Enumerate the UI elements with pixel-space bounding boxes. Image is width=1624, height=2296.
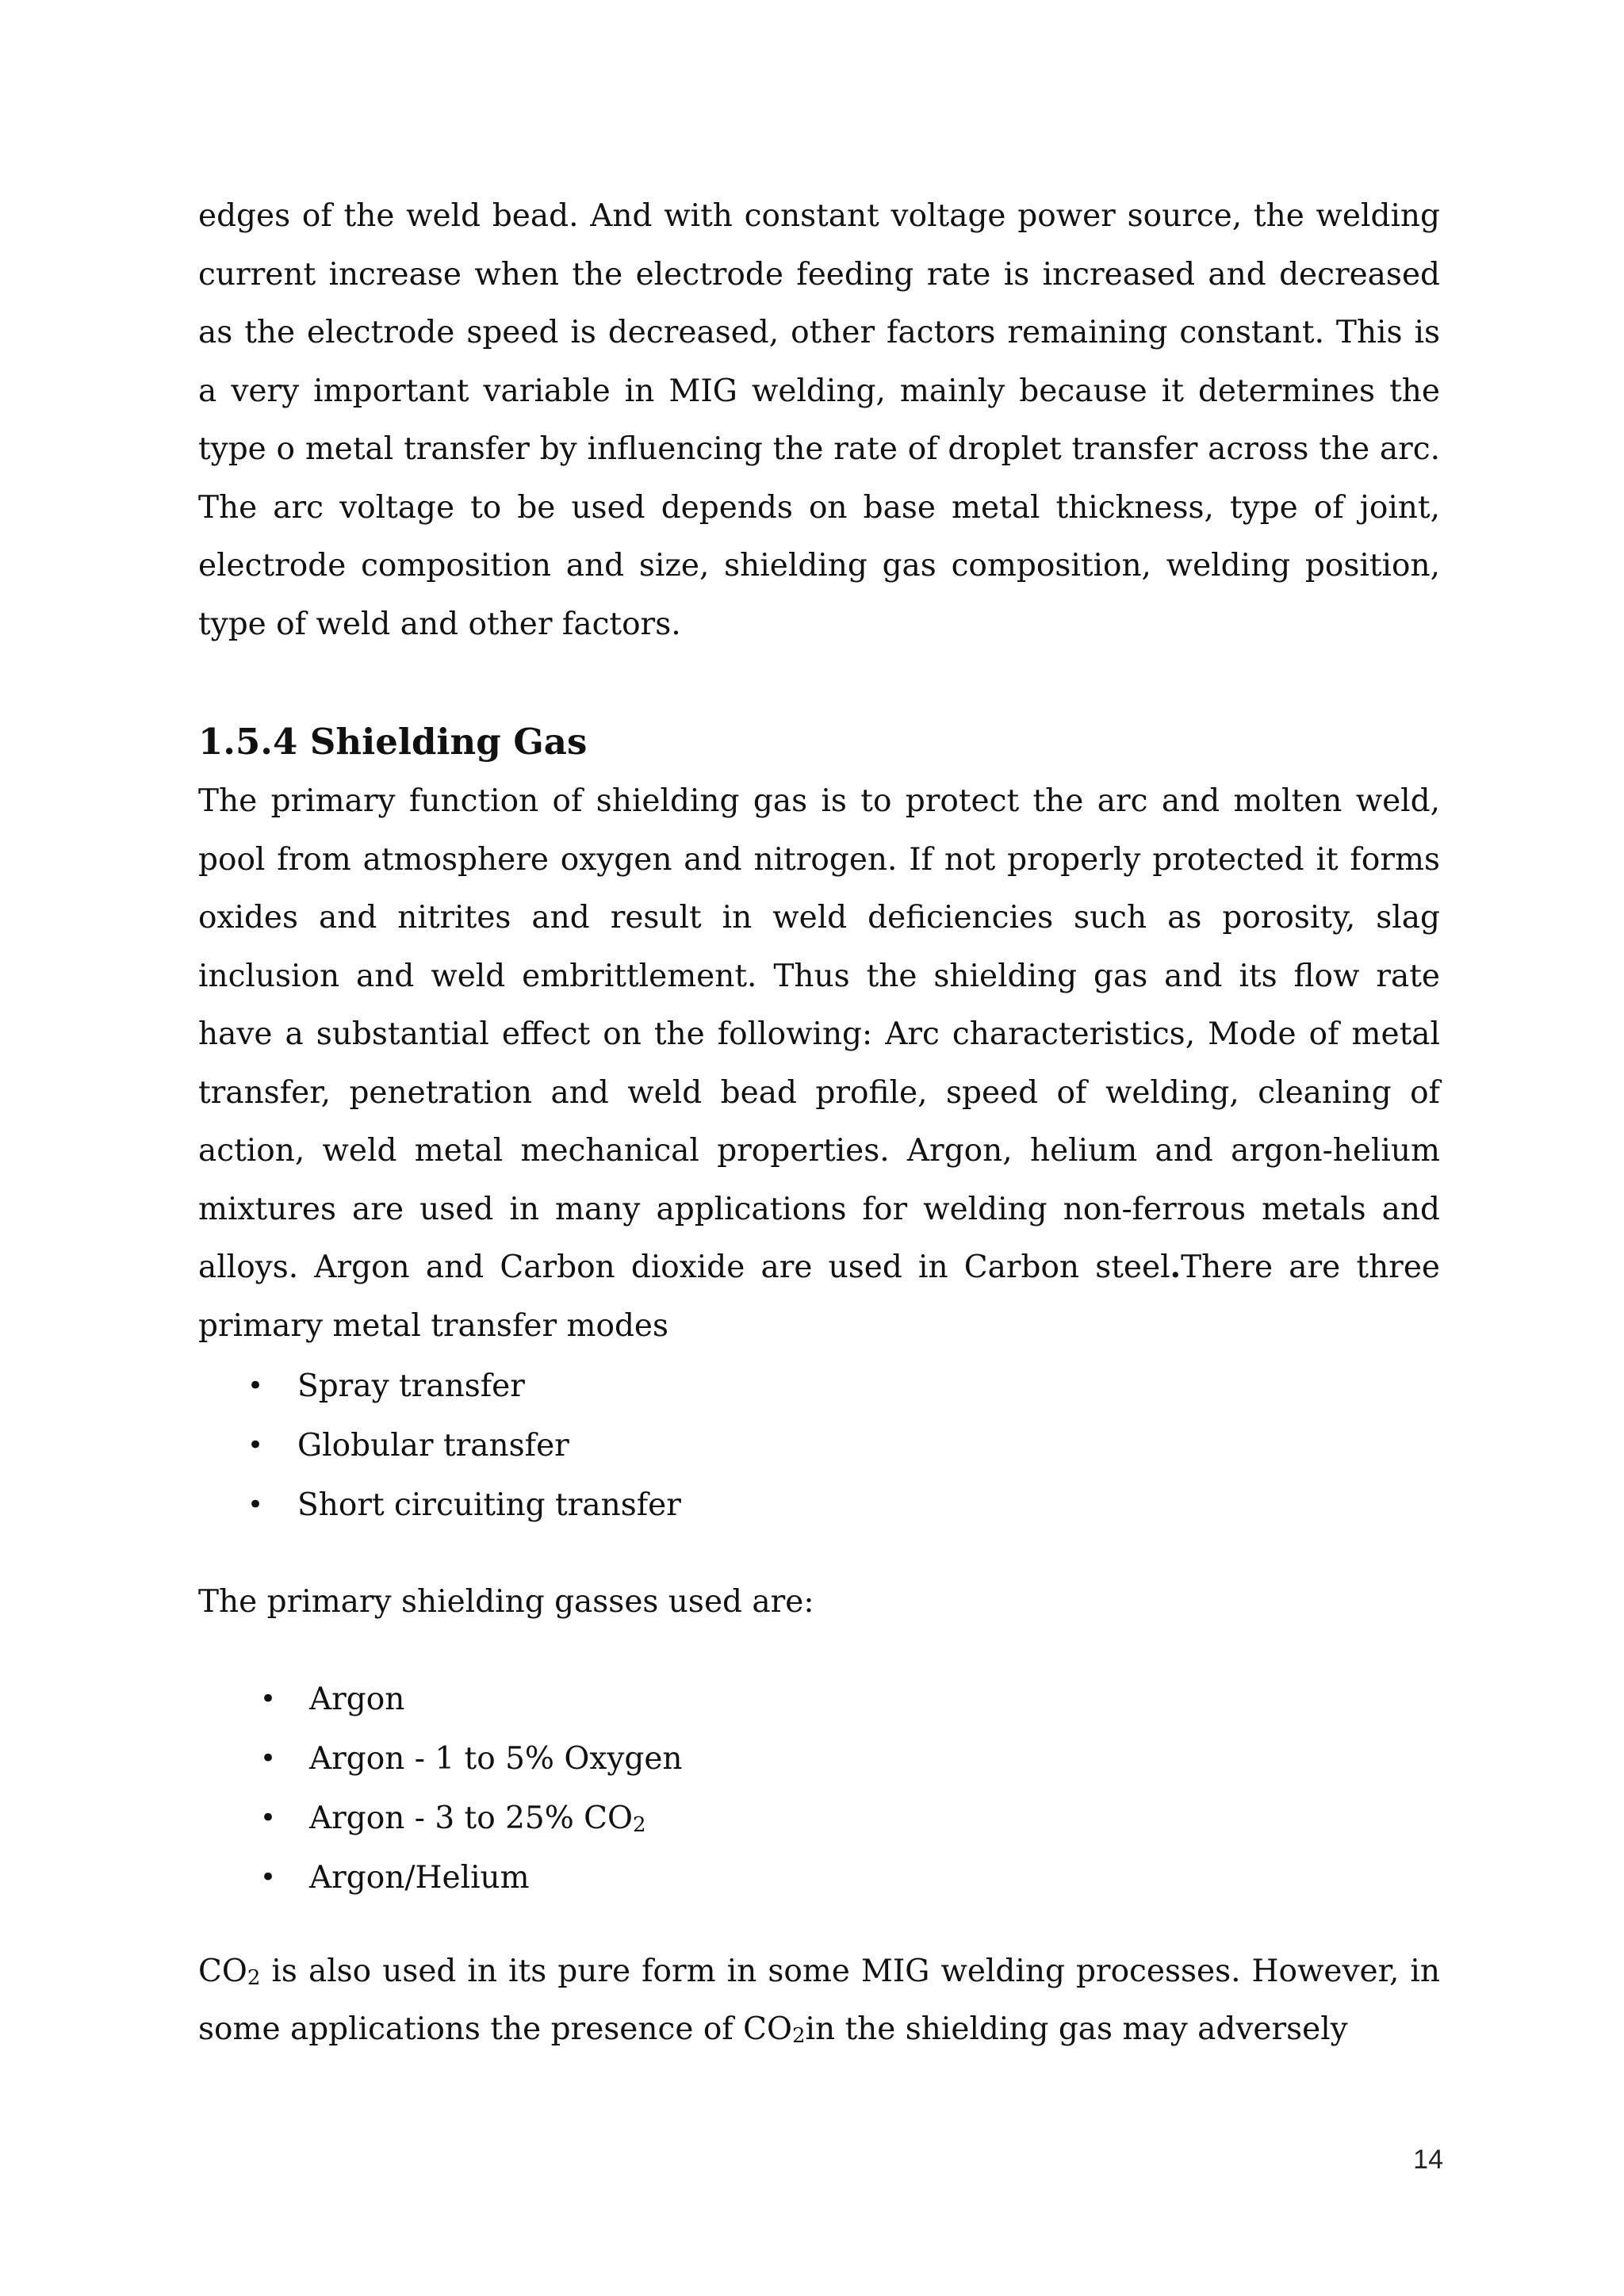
bullet-icon: • (260, 1801, 277, 1834)
gasses-intro: The primary shielding gasses used are: (198, 1584, 814, 1620)
list-item-text: Argon/Helium (309, 1859, 530, 1896)
list-item-text: Argon (309, 1681, 405, 1717)
paragraph-co2-text: is also used in its pure form in some MIG welding processes. However, in some applications the presence of CO (198, 1953, 1440, 2047)
list-item (198, 1670, 1440, 1729)
list-item-text: Argon - 3 to 25% CO (309, 1800, 633, 1836)
paragraph-co2-text-end: in the shielding gas may adversely (805, 2011, 1348, 2047)
paragraph-shielding-function (198, 772, 1440, 1355)
list-item (198, 1416, 1440, 1475)
co2-text: CO (198, 1953, 247, 1989)
list-item-text: Argon - 1 to 5% Oxygen (309, 1740, 683, 1777)
list-item-text: Spray transfer (297, 1368, 525, 1404)
paragraph-shielding-text: The primary function of shielding gas is to protect the arc and molten weld, pool from atmosphere oxygen and nitrogen. If not properly protected it forms oxides and nitrites and result in weld deficiencies such as porosity, slag inclusion and weld embrittlement. Thus the shielding gas and its flow rate have a substantial effect on the following: Arc characteristics, Mode of metal transfer, penetration and weld bead profile, speed of welding, cleaning of action, weld metal mechanical properties. Argon, helium and argon-helium mixtures are used in many applications for welding non-ferrous metals and alloys. Argon and Carbon dioxide are used in Carbon steel (198, 783, 1440, 1285)
shielding-gasses-list (198, 1670, 1440, 1908)
section-heading: 1.5.4 Shielding Gas (198, 721, 588, 763)
list-item (198, 1729, 1440, 1789)
bullet-icon: • (247, 1429, 264, 1461)
paragraph-arc-voltage: edges of the weld bead. And with constant voltage power source, the welding current increase when the electrode feeding rate is increased and decreased as the electrode speed is decreased, other factors remaining constant. This is a very important variable in MIG welding, mainly because it determines the type o metal transfer by influencing the rate of droplet transfer across the arc. The arc voltage to be used depends on base metal thickness, type of joint, electrode composition and size, shielding gas composition, welding position, type of weld and other factors. (198, 198, 1440, 642)
list-item (198, 1357, 1440, 1416)
subscript: 2 (247, 1965, 261, 1990)
paragraph-shielding-text-end: There are three primary metal transfer modes (198, 1249, 1440, 1344)
subscript: 2 (791, 2024, 806, 2048)
list-item (198, 1789, 1440, 1848)
bullet-icon: • (260, 1861, 277, 1893)
bullet-icon: • (247, 1489, 264, 1521)
bullet-icon: • (260, 1742, 277, 1774)
bullet-icon: • (247, 1370, 264, 1402)
bullet-icon: • (260, 1682, 277, 1715)
list-item-text: Globular transfer (297, 1428, 569, 1464)
list-item (198, 1848, 1440, 1908)
list-item-text: Short circuiting transfer (297, 1487, 681, 1523)
bold-period: . (1170, 1249, 1182, 1285)
paragraph-co2 (198, 1942, 1440, 2059)
list-item (198, 1475, 1440, 1535)
transfer-modes-list (198, 1357, 1440, 1535)
page-body (198, 187, 1440, 2059)
page-number: 14 (1413, 2145, 1443, 2175)
subscript: 2 (633, 1812, 646, 1837)
